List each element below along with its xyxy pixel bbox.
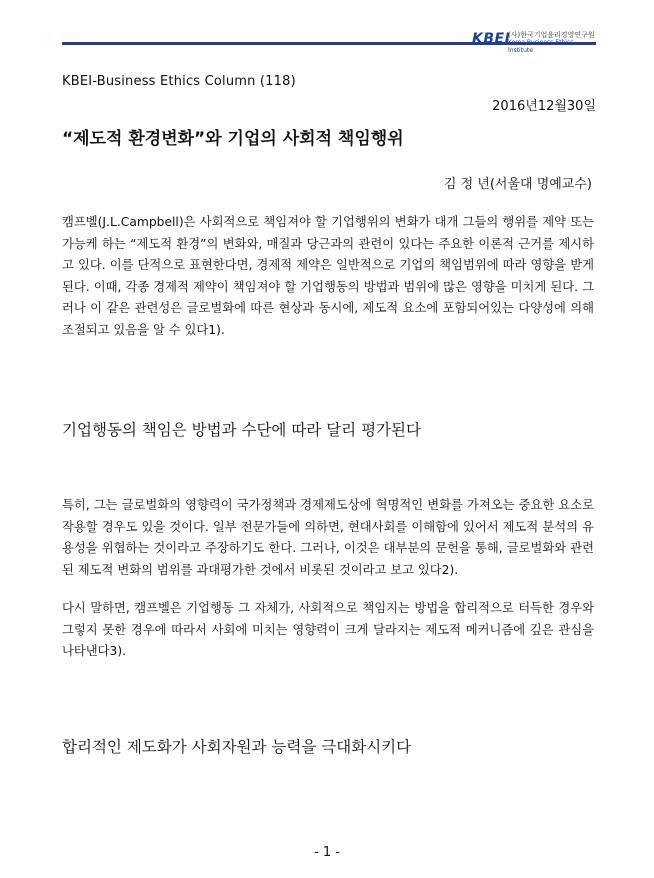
logo-text bbox=[508, 31, 596, 55]
logo-english: Korea Business Ethics Institute bbox=[508, 39, 574, 54]
section-heading-2: 합리적인 제도화가 사회자원과 능력을 극대화시키다 bbox=[62, 738, 412, 756]
logo-mark: KBEI bbox=[472, 31, 511, 47]
column-label: KBEI-Business Ethics Column (118) bbox=[62, 74, 296, 89]
author-line: 김 정 년(서울대 명예교수) bbox=[443, 177, 592, 192]
body-paragraph-3: 다시 말하면, 캠프벨은 기업행동 그 자체가, 사회적으로 책임지는 방법을 합리적으로 터득한 경우와 그렇지 못한 경우에 따라서 사회에 미치는 영향력이 크게 달라지는 제도적 메커니즘에 깊은 관심을 나타낸다3). bbox=[62, 601, 594, 659]
section-heading-1: 기업행동의 책임은 방법과 수단에 따라 달리 평가된다 bbox=[62, 421, 421, 439]
document-title: “제도적 환경변화”와 기업의 사회적 책임행위 bbox=[62, 129, 404, 149]
logo-korean: (사)한국기업윤리경영연구원 bbox=[508, 31, 595, 39]
page-number: - 1 - bbox=[314, 845, 340, 860]
body-paragraph-1: 캠프벨(J.L.Campbell)은 사회적으로 책임져야 할 기업행위의 변화가 대개 그들의 행위를 제약 또는 가능케 하는 “제도적 환경”의 변화와, 매질과 당근과의 관련이 있다는 주요한 이론적 근거를 제시하고 있다. 이를 단적으로 표현한다면, 경제적 제약은 일반적으로 기업의 책임범위에 따라 영향을 받게 된다. 이때, 각종 경제적 제약이 책임져야 할 기업행동의 방법과 범위에 많은 영향을 미치게 된다. 그러나 이 같은 관련성은 글로벌화에 따른 현상과 동시에, 제도적 요소에 포함되어있는 다양성에 의해 조절되고 있음을 알 수 있다1). bbox=[62, 215, 594, 337]
body-paragraph-2: 특히, 그는 글로벌화의 영향력이 국가정책과 경제제도상에 혁명적인 변화를 가져오는 중요한 요소로 작용할 경우도 있을 것이다. 일부 전문가들에 의하면, 현대사회를 이해함에 있어서 제도적 분석의 유용성을 위협하는 것이라고 주장하기도 한다. 그러나, 이것은 대부분의 문헌을 통해, 글로벌화와 관련된 제도적 변화의 범위를 과대평가한 것에서 비롯된 것이라고 보고 있다2). bbox=[62, 498, 594, 577]
kbei-logo bbox=[472, 28, 596, 54]
document-date: 2016년12월30일 bbox=[492, 99, 596, 114]
